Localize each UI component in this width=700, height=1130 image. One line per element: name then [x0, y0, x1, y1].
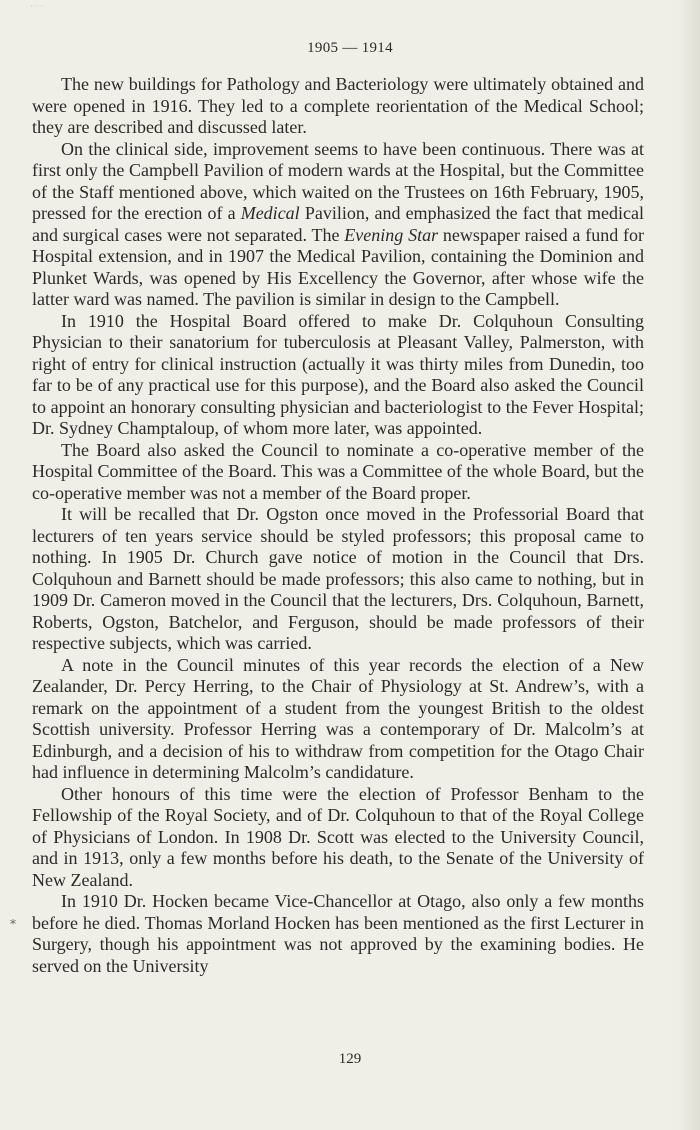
page-number: 129 [338, 1051, 362, 1067]
paragraph-2 [32, 139, 644, 311]
paragraph-7: Other honours of this time were the election of Professor Benham to the Fellowship of the Royal Society, and of Dr. Colquhoun to that of the Royal College of Physicians of London. In 1908 Dr. Scott was elected to the University Council, and in 1913, only a few months before his death, to the Senate of the University of New Zealand. [32, 783, 644, 890]
paragraph-6: A note in the Council minutes of this year records the election of a New Zealander, Dr. Percy Herring, to the Chair of Physiology at St. Andrew’s, with a remark on the appointment of a student from the youngest British to the oldest Scottish university. Professor Herring was a contemporary of Dr. Malcolm’s at Edinburgh, and a decision of his to withdraw from competition for the Otago Chair had influence in determining Malcolm’s candidature. [32, 654, 644, 782]
paragraph-3: In 1910 the Hospital Board offered to make Dr. Colquhoun Consulting Physician to their sanatorium for tuberculosis at Pleasant Valley, Palmerston, with right of entry for clinical instruction (actually it was thirty miles from Dunedin, too far to be of any practical use for this purpose), and the Board also asked the Council to appoint an honorary consulting physician and bacteriologist to the Fever Hospital; Dr. Sydney Champtaloup, of whom more later, was appointed. [32, 310, 644, 438]
paragraph-5: It will be recalled that Dr. Ogston once moved in the Professorial Board that lecturers of ten years service should be styled professors; this proposal came to nothing. In 1905 Dr. Church gave notice of motion in the Council that Drs. Colquhoun and Barnett should be made professors; this also came to nothing, but in 1909 Dr. Cameron moved in the Council that the lecturers, Drs. Colquhoun, Barnett, Roberts, Ogston, Batchelor, and Ferguson, should be made professors of their respective subjects, which was carried. [32, 504, 644, 653]
corner-stamp: ····· [30, 2, 45, 12]
body-text [32, 74, 644, 977]
paragraph-8: In 1910 Dr. Hocken became Vice-Chancellor at Otago, also only a few months before he died. Thomas Morland Hocken has been mentioned as the first Lecturer in Surgery, though his appointment was not approved by the examining bodies. He served on the University [32, 891, 644, 976]
paragraph-4: The Board also asked the Council to nominate a co-operative member of the Hospital Committee of the Board. This was a Committee of the whole Board, but the co-operative member was not a member of the Board proper. [32, 439, 644, 503]
italic-medical: Medical [240, 203, 300, 223]
paragraph-1: The new buildings for Pathology and Bacteriology were ultimately obtained and were opened in 1916. They led to a complete reorientation of the Medical School; they are described and discussed later. [32, 74, 644, 137]
paragraph-2-part-a: On the clinical side, improvement seems to have been continuous. There was at first only the Campbell Pavilion of modern wards at the Hospital, but the Committee of the Staff mentioned above, which waited on the Trustees on 16th February, 1905, pressed for the erection of a [32, 138, 644, 223]
margin-mark: * [10, 917, 16, 931]
paragraph-2-part-c: newspaper raised a fund for Hospital extension, and in 1907 the Medical Pavilion, containing the Dominion and Plunket Wards, was opened by His Excellency the Governor, after whose wife the latter ward was named. The pavilion is similar in design to the Campbell. [32, 224, 644, 309]
paragraph-2-part-b: Pavilion, and emphasized the fact that medical and surgical cases were not separated. The [32, 203, 644, 245]
italic-evening-star: Evening Star [344, 224, 439, 245]
running-head: 1905 — 1914 [307, 40, 393, 56]
